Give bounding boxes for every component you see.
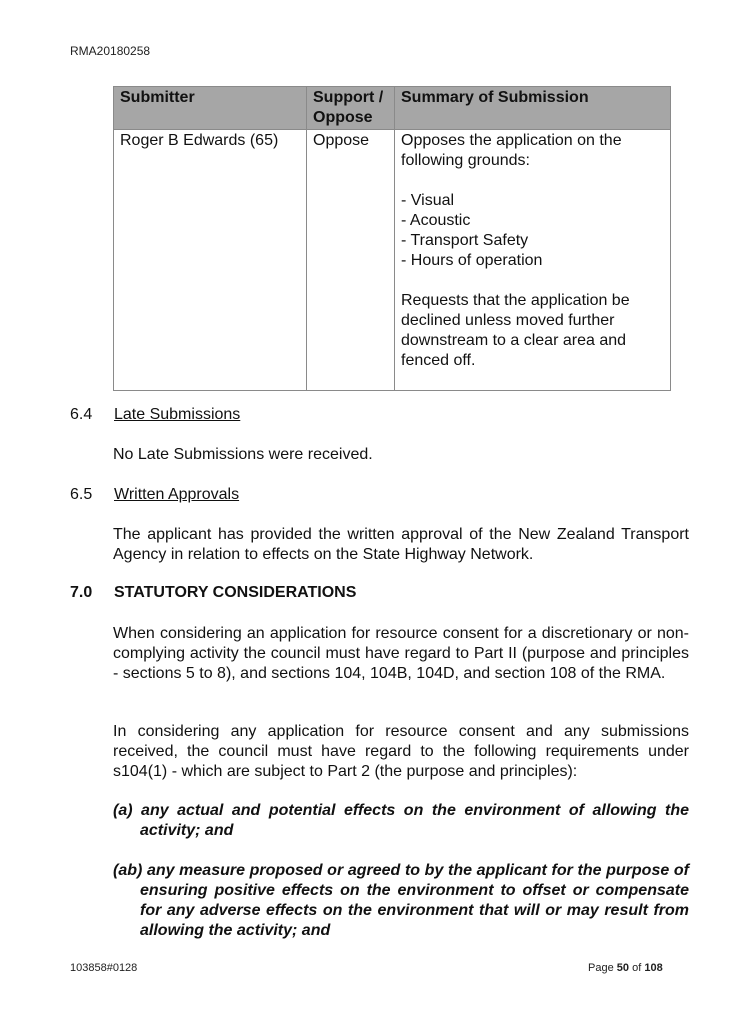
requirement-item-a: (a) any actual and potential effects on the environment of allowing the activity; and bbox=[113, 802, 689, 839]
late-submissions-text: No Late Submissions were received. bbox=[113, 446, 373, 463]
page-total: 108 bbox=[644, 962, 663, 974]
table-header-row bbox=[114, 87, 671, 130]
column-header-submitter: Submitter bbox=[114, 87, 307, 130]
submitter-cell: Roger B Edwards (65) bbox=[114, 130, 307, 391]
of-label: of bbox=[632, 962, 642, 974]
summary-request: Requests that the application be declined unless moved further downstream to a clear area and fenced off. bbox=[401, 292, 630, 369]
section-7-0-heading bbox=[70, 583, 356, 603]
column-header-summary: Summary of Submission bbox=[395, 87, 671, 130]
page-label: Page bbox=[588, 962, 614, 974]
section-title: Late Submissions bbox=[114, 406, 241, 423]
ground-item: - Acoustic bbox=[401, 211, 664, 231]
statutory-paragraph-2: In considering any application for resource consent and any submissions received, the council must have regard to the following requirements under s104(1) - which are subject to Part 2 (the purpose and principles): bbox=[113, 723, 689, 780]
section-6-4-heading bbox=[70, 405, 240, 425]
ground-item: - Visual bbox=[401, 191, 664, 211]
section-title: STATUTORY CONSIDERATIONS bbox=[114, 584, 357, 601]
footer-document-id: 103858#0128 bbox=[70, 962, 138, 974]
section-title: Written Approvals bbox=[114, 486, 240, 503]
requirement-item-ab: (ab) any measure proposed or agreed to by the applicant for the purpose of ensuring positive effects on the environment to offset or compensate for any adverse effects on the environment that will or may result from allowing the activity; and bbox=[113, 862, 689, 939]
section-number: 7.0 bbox=[70, 584, 93, 601]
written-approvals-text: The applicant has provided the written approval of the New Zealand Transport Agency in relation to effects on the State Highway Network. bbox=[113, 526, 689, 563]
section-number: 6.4 bbox=[70, 406, 93, 423]
page-number bbox=[588, 962, 663, 974]
column-header-support-oppose: Support / Oppose bbox=[307, 87, 395, 130]
table-row bbox=[114, 130, 671, 391]
section-6-5-heading bbox=[70, 485, 239, 505]
section-number: 6.5 bbox=[70, 486, 93, 503]
ground-item: - Hours of operation bbox=[401, 251, 664, 271]
grounds-list bbox=[401, 191, 664, 271]
summary-cell bbox=[395, 130, 671, 391]
page-current: 50 bbox=[616, 962, 630, 974]
submissions-table bbox=[113, 86, 671, 391]
position-cell: Oppose bbox=[307, 130, 395, 391]
document-reference: RMA20180258 bbox=[70, 44, 151, 58]
summary-intro: Opposes the application on the following grounds: bbox=[401, 132, 622, 169]
ground-item: - Transport Safety bbox=[401, 231, 664, 251]
statutory-paragraph-1: When considering an application for resource consent for a discretionary or non-complying activity the council must have regard to Part II (purpose and principles - sections 5 to 8), and sections 104, 104B, 104D, and section 108 of the RMA. bbox=[113, 625, 689, 682]
